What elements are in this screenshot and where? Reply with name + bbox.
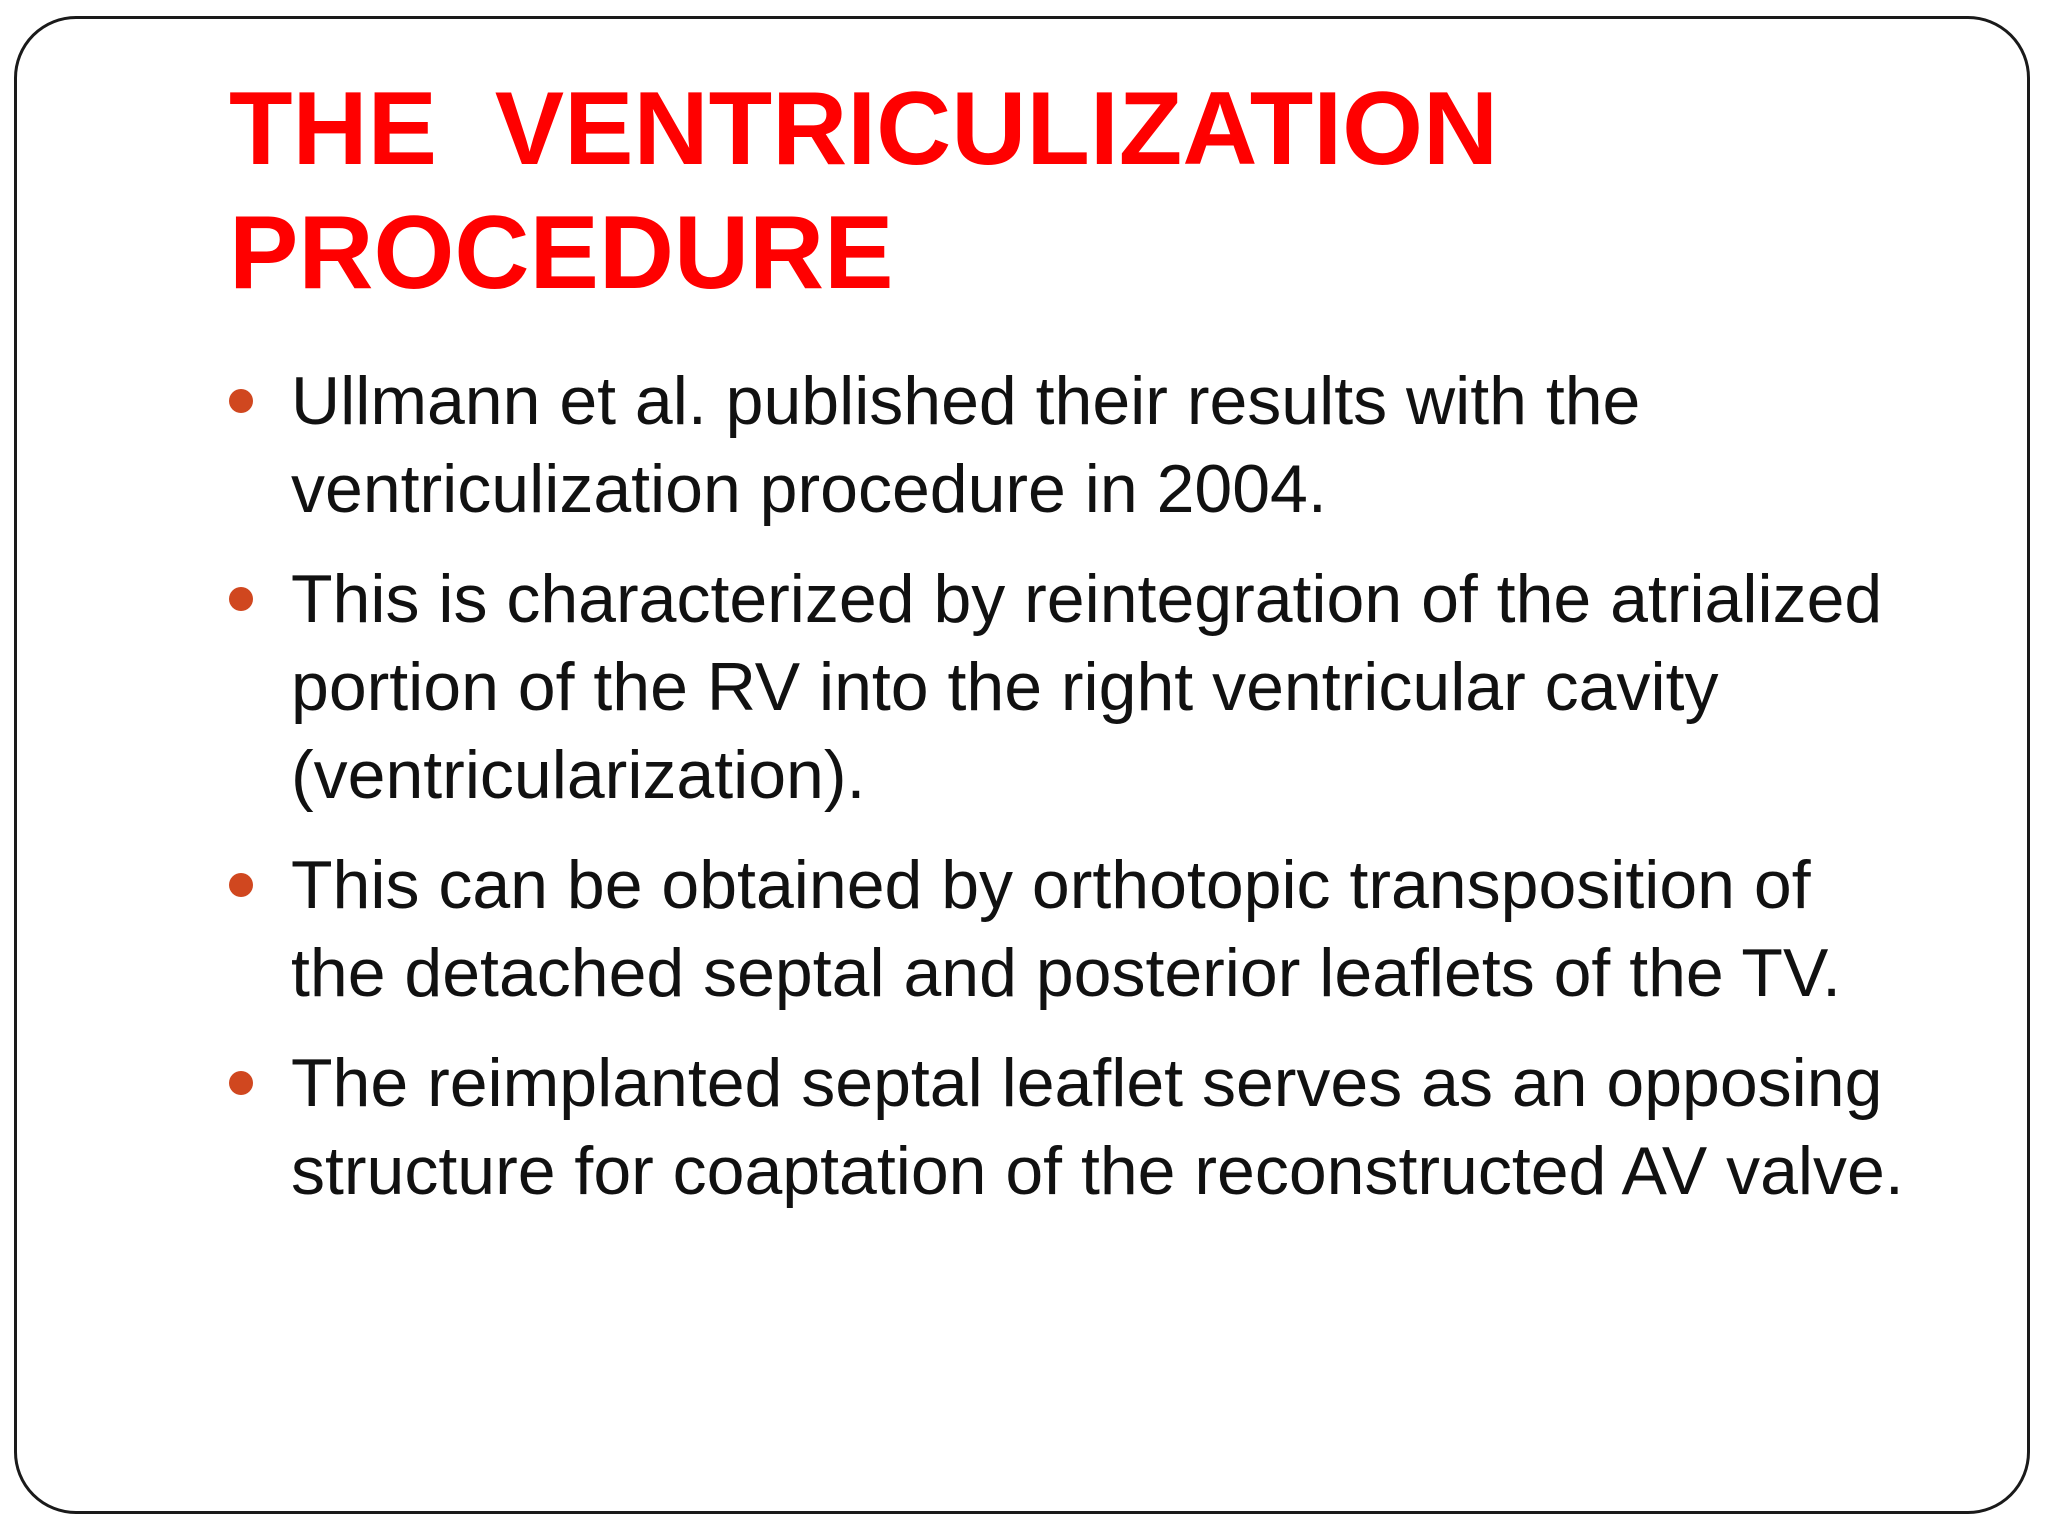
bullet-dot-icon [229, 389, 253, 413]
bullet-text: This is characterized by reintegration of the atrialized portion of the RV into the right ventricular cavity (ventricularization). [291, 561, 1883, 813]
bullet-item [229, 841, 1909, 1017]
slide-title: THE VENTRICULIZATION PROCEDURE [229, 71, 1499, 311]
bullet-text: This can be obtained by orthotopic transposition of the detached septal and posterior leaflets of the TV. [291, 847, 1841, 1011]
bullet-item [229, 357, 1909, 533]
bullet-dot-icon [229, 1071, 253, 1095]
bullet-list [229, 357, 1909, 1237]
bullet-text: The reimplanted septal leaflet serves as an opposing structure for coaptation of the reconstructed AV valve. [291, 1045, 1904, 1209]
bullet-dot-icon [229, 873, 253, 897]
bullet-item [229, 1039, 1909, 1215]
bullet-text: Ullmann et al. published their results with the ventriculization procedure in 2004. [291, 363, 1641, 527]
bullet-dot-icon [229, 587, 253, 611]
bullet-item [229, 555, 1909, 819]
slide [14, 16, 2030, 1514]
